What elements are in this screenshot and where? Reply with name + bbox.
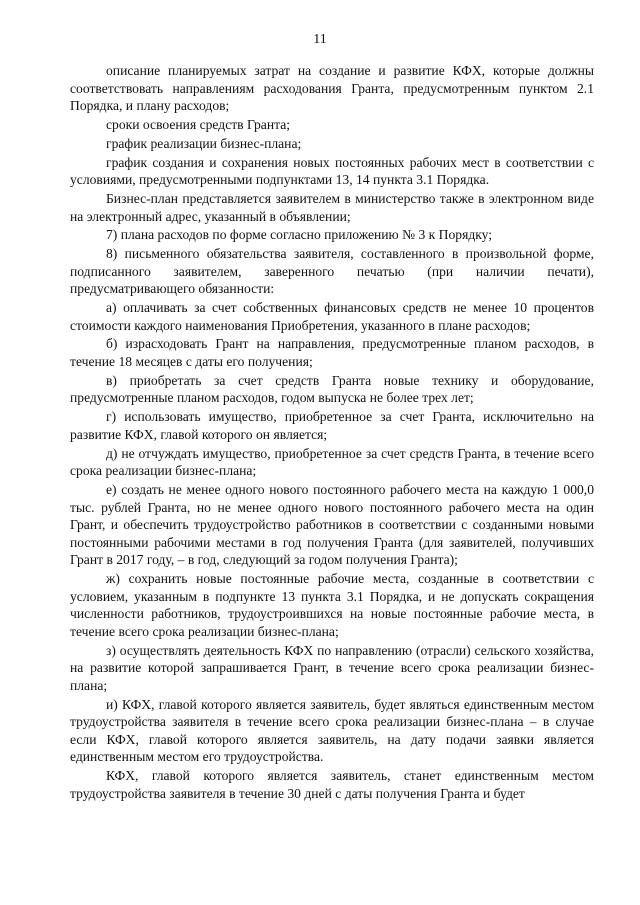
paragraph-kfh-employment: КФХ, главой которого является заявитель, станет единственным местом трудоустройства заявителя в течение 30 дней с даты получения Гранта и будет (70, 768, 594, 801)
paragraph-subitem-d: д) не отчуждать имущество, приобретенное за счет средств Гранта, в течение всего срока реализации бизнес-плана; (70, 445, 594, 479)
paragraph-subitem-i: и) КФХ, главой которого является заявитель, будет являться единственным местом трудоустройства заявителя в течение всего срока реализации бизнес-плана – в случае если КФХ, главой которого является заявитель, на дату подачи заявки является единственным местом его трудоустройства. (70, 696, 594, 765)
page-number: 11 (313, 32, 327, 47)
paragraph-jobs-schedule: график создания и сохранения новых постоянных рабочих мест в соответствии с условиями, предусмотренными подпунктами 13, 14 пункта 3.1 Порядка. (70, 154, 594, 188)
paragraph-subitem-g: г) использовать имущество, приобретенное за счет Гранта, исключительно на развитие КФХ, главой которого он является; (70, 409, 594, 442)
paragraph-subitem-z: з) осуществлять деятельность КФХ по направлению (отрасли) сельского хозяйства, на развитие которой запрашивается Грант, в течение всего срока реализации бизнес-плана; (70, 642, 594, 693)
paragraph-subitem-a: а) оплачивать за счет собственных финансовых средств не менее 10 процентов стоимости каждого наименования Приобретения, указанного в плане расходов; (70, 300, 594, 333)
paragraph-subitem-b: б) израсходовать Грант на направления, предусмотренные планом расходов, в течение 18 месяцев с даты его получения; (70, 336, 594, 369)
paragraph-business-plan-submission: Бизнес-план представляется заявителем в министерство также в электронном виде на электронный адрес, указанный в объявлении; (70, 190, 594, 224)
paragraph-item-8: 8) письменного обязательства заявителя, составленного в произвольной форме, подписанного заявителем, заверенного печатью (при наличии печати), предусматривающего обязанности: (70, 246, 594, 297)
paragraph-subitem-e: е) создать не менее одного нового постоянного рабочего места на каждую 1 000,0 тыс. рублей Гранта, но не менее одного нового постоянного рабочего места на один Грант, и обеспечить трудоустройство работников в соответствии с созданными новыми постоянными рабочими местами в год получения Гранта (для заявителей, получивших Грант в 2017 году, – в год, следующий за годом получения Гранта); (70, 481, 594, 568)
paragraph-item-7: 7) плана расходов по форме согласно приложению № 3 к Порядку; (106, 227, 493, 243)
paragraph-subitem-v: в) приобретать за счет средств Гранта новые технику и оборудование, предусмотренные планом расходов, годом выпуска не более трех лет; (70, 372, 594, 406)
paragraph-grant-terms: сроки освоения средств Гранта; (106, 116, 291, 132)
paragraph-subitem-zh: ж) сохранить новые постоянные рабочие места, созданные в соответствии с условием, указанным в подпункте 13 пункта 3.1 Порядка, и не допускать сокращения численности работников, трудоустроившихся на новые постоянные рабочие места, в течение всего срока реализации бизнес-плана; (70, 571, 594, 639)
paragraph-business-plan-schedule: график реализации бизнес-плана; (106, 135, 302, 151)
paragraph-expense-description: описание планируемых затрат на создание и развитие КФХ, которые должны соответствовать направлениям расходования Гранта, предусмотренным пунктом 2.1 Порядка, и плану расходов; (70, 63, 594, 114)
document-body (70, 62, 594, 804)
